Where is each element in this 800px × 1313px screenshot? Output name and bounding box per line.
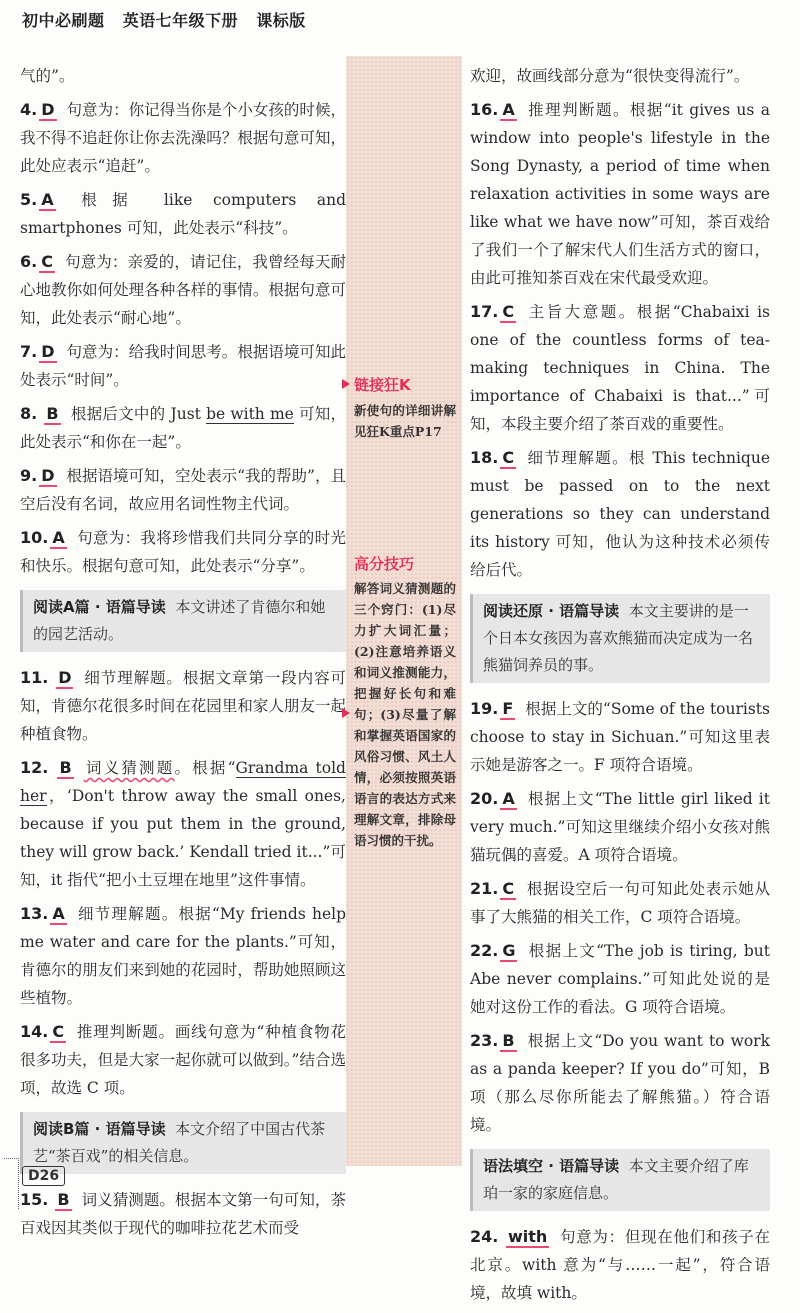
item-text: 词义猜测题。根据本文第一句可知，茶百戏因其类似于现代的咖啡拉花艺术而受 (20, 1191, 346, 1237)
answer-item (470, 875, 770, 931)
underlined-phrase: be with me (206, 405, 294, 423)
answer-item (20, 664, 346, 748)
item-text: 根据上文的“Some of the tourists choose to stay in Sichuan.”可知这里表示她是游客之一。F 项符合语境。 (470, 700, 770, 774)
item-answer: A (41, 190, 54, 209)
item-text: ，‘Don't throw away the small ones, because if you put them in the ground, they will grow back.’ Kendall tried it...”可知，it 指代“把小土豆埋在地里”这件事情。 (20, 787, 346, 889)
item-answer: with (507, 1227, 548, 1246)
answer-group (20, 900, 346, 1102)
item-answer: D (41, 342, 55, 361)
item-answer: A (52, 904, 65, 923)
item-text: 推理判断题。根据“it gives us a window into people's lifestyle in the Song Dynasty, a period of time when relaxation activities in some ways are like what we have now”可知，茶百戏给了我们一个了解宋代人们生活方式的窗口，由此可推知茶百戏在宋代最受欢迎。 (470, 101, 770, 287)
reading-guide (470, 594, 770, 683)
item-text: 根据语境可知，空处表示“我的帮助”，且空后没有名词，故应用名词性物主代词。 (20, 467, 346, 513)
item-text: 。根据“ (174, 759, 236, 777)
item-number: 22. (470, 941, 499, 960)
answer-item (470, 96, 770, 292)
item-number: 17. (470, 302, 499, 321)
corner-mark (4, 1158, 19, 1209)
link-note-text: 新使句的详细讲解见狂K重点P17 (354, 403, 456, 439)
reading-guide (20, 1112, 346, 1174)
answer-item (470, 785, 770, 869)
answer-item (470, 1027, 770, 1139)
item-answer: B (57, 1190, 70, 1209)
item-answer: D (41, 466, 55, 485)
item-text: 根据上文“Do you want to work as a panda keeper? If you do”可知，B 项（那么尽你所能去了解熊猫。）符合语境。 (470, 1032, 770, 1134)
guide-title: 语法填空 · 语篇导读 (483, 1157, 620, 1175)
answer-item (20, 900, 346, 1012)
answer-item (470, 444, 770, 584)
answer-item (470, 298, 770, 438)
item-answer: G (502, 941, 516, 960)
continued-text: 欢迎，故画线部分意为“很快变得流行”。 (470, 67, 750, 85)
item-number: 19. (470, 699, 499, 718)
answer-group (20, 462, 346, 580)
item-number: 24. (470, 1227, 499, 1246)
item-text: 可知，此处表示“和你在一起”。 (20, 405, 346, 451)
book-title: 初中必刷题 (22, 11, 105, 30)
item-answer: D (41, 100, 55, 119)
guide-title: 阅读A篇 · 语篇导读 (33, 598, 166, 616)
item-number: 20. (470, 789, 499, 808)
answer-item (20, 96, 346, 180)
item-number: 11. (20, 668, 49, 687)
answer-group (20, 96, 346, 394)
continued-text: 气的”。 (20, 67, 75, 85)
guide-text: 本文介绍了中国古代茶艺“茶百戏”的相关信息。 (33, 1120, 326, 1165)
item-text: 句意为：我将珍惜我们共同分享的时光和快乐。根据句意可知，此处表示“分享”。 (20, 529, 346, 575)
answer-item (20, 524, 346, 580)
item-text: 根据上文“The job is tiring, but Abe never complains.”可知此处说的是她对这份工作的看法。G 项符合语境。 (470, 942, 770, 1016)
edition-label: 课标版 (256, 11, 306, 30)
left-column (20, 62, 346, 1248)
item-number: 7. (20, 342, 38, 361)
item-number: 18. (470, 448, 499, 467)
item-text: 细节理解题。根据文章第一段内容可知，肯德尔花很多时间在花园里和家人朋友一起种植食物。 (20, 669, 346, 743)
item-number: 8. (20, 404, 38, 423)
answer-item (470, 1223, 770, 1307)
item-answer: A (502, 789, 515, 808)
item-number: 21. (470, 879, 499, 898)
item-answer: A (52, 528, 65, 547)
guide-text: 本文主要介绍了库珀一家的家庭信息。 (483, 1157, 749, 1202)
item-text: 根据设空后一句可知此处表示她从事了大熊猫的相关工作，C 项符合语境。 (470, 880, 770, 926)
item-number: 5. (20, 190, 38, 209)
answer-item (20, 248, 346, 332)
guide-title: 阅读B篇 · 语篇导读 (33, 1120, 166, 1138)
arrow-icon (342, 379, 350, 389)
tip-note-title: 高分技巧 (354, 555, 415, 573)
item-number: 13. (20, 904, 49, 923)
right-column (470, 62, 770, 1313)
item-text: 根据后文中的 Just (70, 405, 207, 423)
item-number: 15. (20, 1190, 49, 1209)
item-text: 句意为：给我时间思考。根据语境可知此处表示“时间”。 (20, 343, 346, 389)
item-answer: C (52, 1022, 65, 1041)
answer-item (20, 186, 346, 242)
tip-note-text: 解答词义猜测题的三个窍门：(1)尽力扩大词汇量；(2)注意培养语义和词义推测能力，把握好长句和难句；(3)尽量了解和掌握英语国家的风俗习惯、风土人情，必须按照英语语言的表达方式来理解文章，排除母语习惯的干扰。 (354, 581, 456, 848)
guide-title: 阅读还原 · 语篇导读 (483, 602, 620, 620)
item-answer: B (59, 758, 72, 777)
item-number: 4. (20, 100, 38, 119)
item-answer: C (502, 448, 515, 467)
item-text: 细节理解题。根 This technique must be passed on to the next generations so they can understand its history 可知，他认为这种技术必须传给后代。 (470, 449, 770, 579)
item-text: 句意为：亲爱的，请记住，我曾经每天耐心地教你如何处理各种各样的事情。根据句意可知，此处表示“耐心地”。 (20, 253, 346, 327)
item-number: 23. (470, 1031, 499, 1050)
item-answer: F (502, 699, 514, 718)
item-answer: C (41, 252, 53, 271)
item-number: 9. (20, 466, 38, 485)
item-number: 10. (20, 528, 49, 547)
item-answer: D (58, 668, 72, 687)
item-number: 12. (20, 758, 49, 777)
answer-item (470, 937, 770, 1021)
answer-group (470, 695, 770, 1139)
guide-text: 本文讲述了肯德尔和她的园艺活动。 (33, 598, 326, 643)
item-answer: C (502, 879, 515, 898)
item-number: 14. (20, 1022, 49, 1041)
answer-group (470, 96, 770, 584)
answer-item (20, 338, 346, 394)
item-text: 句意为：你记得当你是个小女孩的时候，我不得不追赶你让你去洗澡吗？根据句意可知，此处应表示“追赶”。 (20, 101, 346, 175)
reading-guide (20, 590, 346, 652)
item-text: 细节理解题。根据“My friends help me water and care for the plants.”可知，肯德尔的朋友们来到她的花园时，帮助她照顾这些植物。 (20, 905, 346, 1007)
page-number: D26 (22, 1166, 65, 1186)
item-answer: A (502, 100, 515, 119)
item-answer: B (46, 404, 59, 423)
item-text: 句意为：但现在他们和孩子在北京。with 意为“与……一起”，符合语境，故填 with。 (470, 1228, 770, 1302)
answer-item (470, 695, 770, 779)
item-answer: C (502, 302, 515, 321)
item-text: 推理判断题。画线句意为“种植食物花很多功夫，但是大家一起你就可以做到。”结合选项，故选 C 项。 (20, 1023, 346, 1097)
reading-guide (470, 1149, 770, 1211)
answer-item (20, 400, 346, 456)
item-text: 主旨大意题。根据“Chabaixi is one of the countless forms of tea-making techniques in China. The importance of Chabaixi is that...”可知，本段主要介绍了茶百戏的重要性。 (470, 303, 770, 433)
page-header (22, 8, 318, 31)
item-answer: B (502, 1031, 515, 1050)
item-number: 16. (470, 100, 499, 119)
wavy-phrase: 词义猜测题 (83, 759, 175, 777)
subject-title: 英语七年级下册 (122, 11, 239, 30)
link-note-title: 链接狂K (354, 376, 411, 394)
item-text: 根据 like computers and smartphones 可知，此处表示“科技”。 (20, 191, 346, 237)
answer-item (20, 1186, 346, 1242)
answer-item (20, 754, 346, 894)
answer-item (20, 1018, 346, 1102)
underlined-phrase: Grandma told her (20, 759, 346, 805)
arrow-icon (342, 708, 350, 718)
item-text: 根据上文“The little girl liked it very much.”可知这里继续介绍小女孩对熊猫玩偶的喜爱。A 项符合语境。 (470, 790, 770, 864)
guide-text: 本文主要讲的是一个日本女孩因为喜欢熊猫而决定成为一名熊猫饲养员的事。 (483, 602, 754, 674)
answer-item (20, 462, 346, 518)
item-number: 6. (20, 252, 38, 271)
